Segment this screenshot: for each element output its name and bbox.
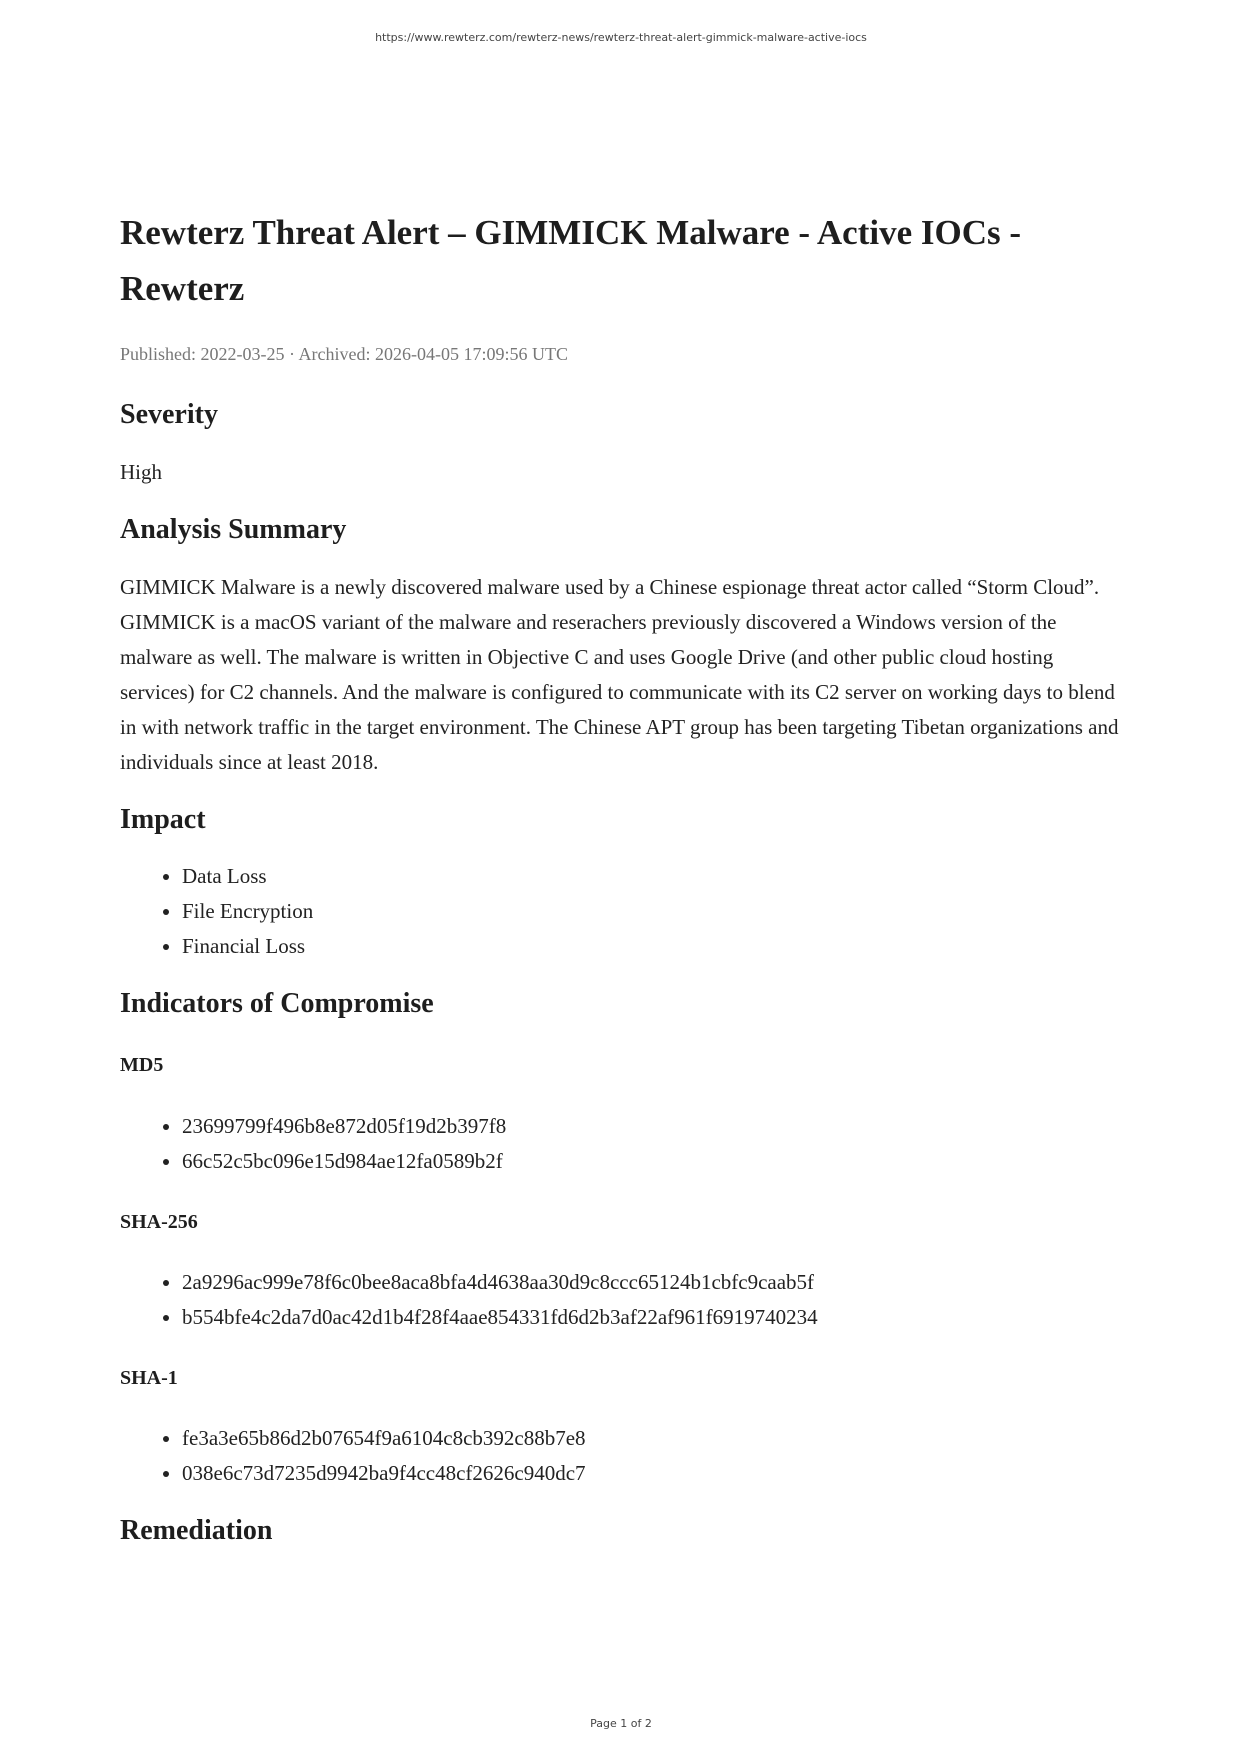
list-item: • 2a9296ac999e78f6c0bee8aca8bfa4d4638aa30d9c8ccc65124b1cbfc9caab5f	[182, 1265, 1130, 1300]
page-number: Page 1 of 2	[590, 1717, 652, 1730]
list-item: • 23699799f496b8e872d05f19d2b397f8	[182, 1109, 1130, 1144]
list-item: • Data Loss	[182, 859, 1130, 894]
article-title: Rewterz Threat Alert – GIMMICK Malware - Active IOCs - Rewterz	[120, 213, 1022, 308]
list-item: • Financial Loss	[182, 929, 1130, 964]
list-item: • b554bfe4c2da7d0ac42d1b4f28f4aae854331fd6d2b3af22af961f6919740234	[182, 1300, 1130, 1335]
remediation-heading: Remediation	[120, 1515, 273, 1546]
sha256-label: SHA-256	[120, 1211, 198, 1233]
iocs-heading: Indicators of Compromise	[120, 988, 434, 1019]
article	[120, 205, 1130, 1549]
analysis-heading: Analysis Summary	[120, 514, 347, 545]
list-item: • File Encryption	[182, 894, 1130, 929]
md5-list	[120, 1109, 1130, 1179]
list-item: • 038e6c73d7235d9942ba9f4cc48cf2626c940dc7	[182, 1456, 1130, 1491]
impact-list	[120, 859, 1130, 964]
sha1-list	[120, 1421, 1130, 1491]
sha256-list	[120, 1265, 1130, 1335]
page-url[interactable]: https://www.rewterz.com/rewterz-news/rewterz-threat-alert-gimmick-malware-active-iocs	[375, 31, 867, 44]
list-item: • 66c52c5bc096e15d984ae12fa0589b2f	[182, 1144, 1130, 1179]
severity-heading: Severity	[120, 399, 218, 430]
publish-meta: Published: 2022-03-25 · Archived: 2026-04-05 17:09:56 UTC	[120, 344, 568, 364]
severity-value: High	[120, 460, 162, 484]
list-item: • fe3a3e65b86d2b07654f9a6104c8cb392c88b7e8	[182, 1421, 1130, 1456]
impact-heading: Impact	[120, 804, 206, 835]
analysis-text: GIMMICK Malware is a newly discovered malware used by a Chinese espionage threat actor called “Storm Cloud”. GIMMICK is a macOS variant of the malware and reserachers previously discovered a Windows version of the malware as well. The malware is written in Objective C and uses Google Drive (and other public cloud hosting services) for C2 channels. And the malware is configured to communicate with its C2 server on working days to blend in with network traffic in the target environment. The Chinese APT group has been targeting Tibetan organizations and individuals since at least 2018.	[120, 575, 1119, 774]
sha1-label: SHA-1	[120, 1367, 178, 1389]
md5-label: MD5	[120, 1054, 164, 1076]
